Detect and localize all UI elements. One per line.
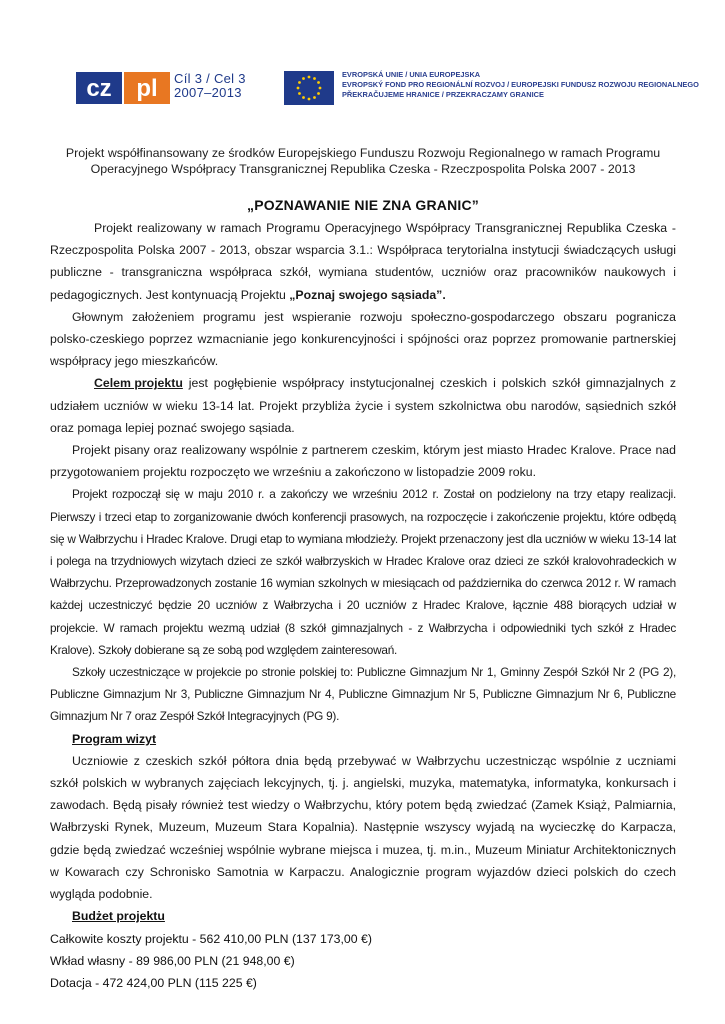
eu-star bbox=[317, 92, 320, 95]
program-heading: Program wizyt bbox=[72, 731, 157, 746]
paragraph-project-scope bbox=[50, 217, 676, 306]
eu-star bbox=[297, 87, 300, 90]
paragraph-schools: Szkoły uczestniczące w projekcie po stronie polskiej to: Publiczne Gimnazjum Nr 1, Gminny Zespół Szkół Nr 2 (PG 2), Publiczne Gimnazjum Nr 3, Publiczne Gimnazjum Nr 4, Publiczne Gimnazjum Nr 5, Publiczne Gimnazjum Nr 6, Publiczne Gimnazjum Nr 7 oraz Zespół Szkół Integracyjnych (PG 9). bbox=[50, 665, 676, 724]
logo-pl-text: pl bbox=[136, 75, 158, 102]
cofinancing-line-1: Projekt współfinansowany ze środków Europejskiego Funduszu Rozwoju Regionalnego w ramach Programu bbox=[65, 146, 661, 160]
paragraph-program-goal: Głownym założeniem programu jest wspieranie rozwoju społeczno-gospodarczego obszaru pogranicza polsko-czeskiego poprzez wzmacnianie jego konkurencyjności i spójności oraz poprzez promowanie partnerskiej współpracy jego mieszkańców. bbox=[50, 309, 676, 369]
cofinancing-note bbox=[50, 145, 676, 177]
cil-line-1: Cíl 3 / Cel 3 bbox=[174, 71, 246, 86]
eu-star bbox=[308, 76, 311, 79]
czpl-logo bbox=[76, 72, 170, 104]
budget-own-contribution: Wkład własny - 89 986,00 PLN (21 948,00 €) bbox=[50, 953, 295, 968]
cofinancing-line-2: Operacyjnego Współpracy Transgranicznej Republika Czeska - Rzeczpospolita Polska 2007 - 2013 bbox=[90, 162, 636, 176]
document-body bbox=[50, 145, 676, 994]
program-period-label bbox=[174, 72, 246, 100]
eu-star bbox=[313, 77, 316, 80]
eu-star bbox=[317, 81, 320, 84]
eu-star bbox=[302, 77, 305, 80]
eu-star bbox=[302, 96, 305, 99]
logo-cz-text: cz bbox=[86, 75, 112, 102]
page-title: „POZNAWANIE NIE ZNA GRANIC” bbox=[247, 197, 479, 213]
eu-fund-label bbox=[342, 70, 699, 100]
paragraph-project-aim bbox=[50, 372, 676, 439]
paragraph-partner: Projekt pisany oraz realizowany wspólnie z partnerem czeskim, którym jest miasto Hradec Kralove. Prace nad przygotowaniem projektu rozpoczęto we wrześniu a zakończono w listopadzie 2009 roku. bbox=[50, 443, 676, 480]
budget-heading: Budżet projektu bbox=[72, 909, 165, 924]
budget-grant: Dotacja - 472 424,00 PLN (115 225 €) bbox=[50, 975, 257, 990]
continuation-project-name: „Poznaj swojego sąsiada”. bbox=[289, 287, 446, 302]
project-aim-heading: Celem projektu bbox=[94, 376, 183, 391]
project-scope-text: Projekt realizowany w ramach Programu Operacyjnego Współpracy Transgranicznej Republika Czeska - Rzeczpospolita Polska 2007 - 2013, obszar wsparcia 3.1.: Współpraca terytorialna instytucji świadczących usługi publiczne - transgraniczna współpraca szkół, wymiana studentów, uczniów oraz pracowników naukowych i pedagogicznych. Jest kontynuacją Projektu bbox=[50, 221, 676, 302]
eu-star bbox=[298, 92, 301, 95]
eu-star bbox=[308, 98, 311, 101]
paragraph-visit-program: Uczniowie z czeskich szkół półtora dnia będą przebywać w Wałbrzychu uczestnicząc wspólnie z uczniami szkół polskich w wybranych zajęciach lekcyjnych, tj. j. angielski, muzyka, matematyka, informatyka, konkursach i zawodach. Będą pisały również test wiedzy o Wałbrzychu, który potem będą zwiedzać (Zamek Książ, Palmiarnia, Wałbrzyski Rynek, Muzeum, Muzeum Stara Kopalnia). Następnie wszyscy wyjadą na wycieczkę do Karpacza, gdzie będą zwiedzać wcześniej wspólnie wybrane miejsca i muzea, tj. m.in., Muzeum Miniatur Architektonicznych w Kowarach czy Schronisko Samotnia w Karpaczu. Analogicznie program wyjazdów dzieci polskich do czech wygląda podobnie. bbox=[50, 753, 676, 902]
eu-line-1: EVROPSKÁ UNIE / UNIA EUROPEJSKA bbox=[342, 70, 481, 79]
eu-line-3: PŘEKRAČUJEME HRANICE / PRZEKRACZAMY GRANICE bbox=[342, 90, 544, 99]
eu-flag-icon bbox=[284, 71, 334, 105]
document-header bbox=[0, 62, 725, 118]
project-aim-text: jest pogłębienie współpracy instytucjonalnej czeskich i polskich szkół gimnazjalnych z udziałem uczniów w wieku 13-14 lat. Projekt przybliża życie i system szkolnictwa obu narodów, sąsiednich szkół oraz pomaga lepiej poznać swojego sąsiada. bbox=[50, 376, 676, 435]
eu-star bbox=[298, 81, 301, 84]
eu-line-2: EVROPSKÝ FOND PRO REGIONÁLNÍ ROZVOJ / EUROPEJSKI FUNDUSZ ROZWOJU REGIONALNEGO bbox=[342, 80, 699, 89]
budget-total: Całkowite koszty projektu - 562 410,00 PLN (137 173,00 €) bbox=[50, 931, 372, 946]
eu-star bbox=[313, 96, 316, 99]
cil-line-2: 2007–2013 bbox=[174, 85, 242, 100]
eu-star bbox=[319, 87, 322, 90]
paragraph-timeline: Projekt rozpoczął się w maju 2010 r. a zakończy we wrześniu 2012 r. Został on podzielony na trzy etapy realizacji. Pierwszy i trzeci etap to zorganizowanie dwóch konferencji prasowych, na rozpoczęcie i zakończenie projektu, które odbędą się w Wałbrzychu i Hradec Kralove. Drugi etap to wymiana młodzieży. Projekt przenaczony jest dla uczniów w wieku 13-14 lat i polega na trzydniowych wizytach dzieci ze szkół wałbrzyskich w Hradec Kralove oraz dzieci ze szkół kralovohradeckich w Wałbrzychu. Przeprowadzonych zostanie 16 wymian szkolnych w miesiącach od października do czerwca 2012 r. W ramach każdej uczestniczyć będzie 20 uczniów z Wałbrzycha i 20 uczniów z Hradec Kralove, łącznie 488 biorących udział w projekcie. W ramach projektu wezmą udział (8 szkół gimnazjalnych - z Wałbrzycha i odpowiedniki tych szkół z Hradec Kralove). Szkoły dobierane są ze sobą pod względem zainteresowań. bbox=[50, 487, 676, 657]
